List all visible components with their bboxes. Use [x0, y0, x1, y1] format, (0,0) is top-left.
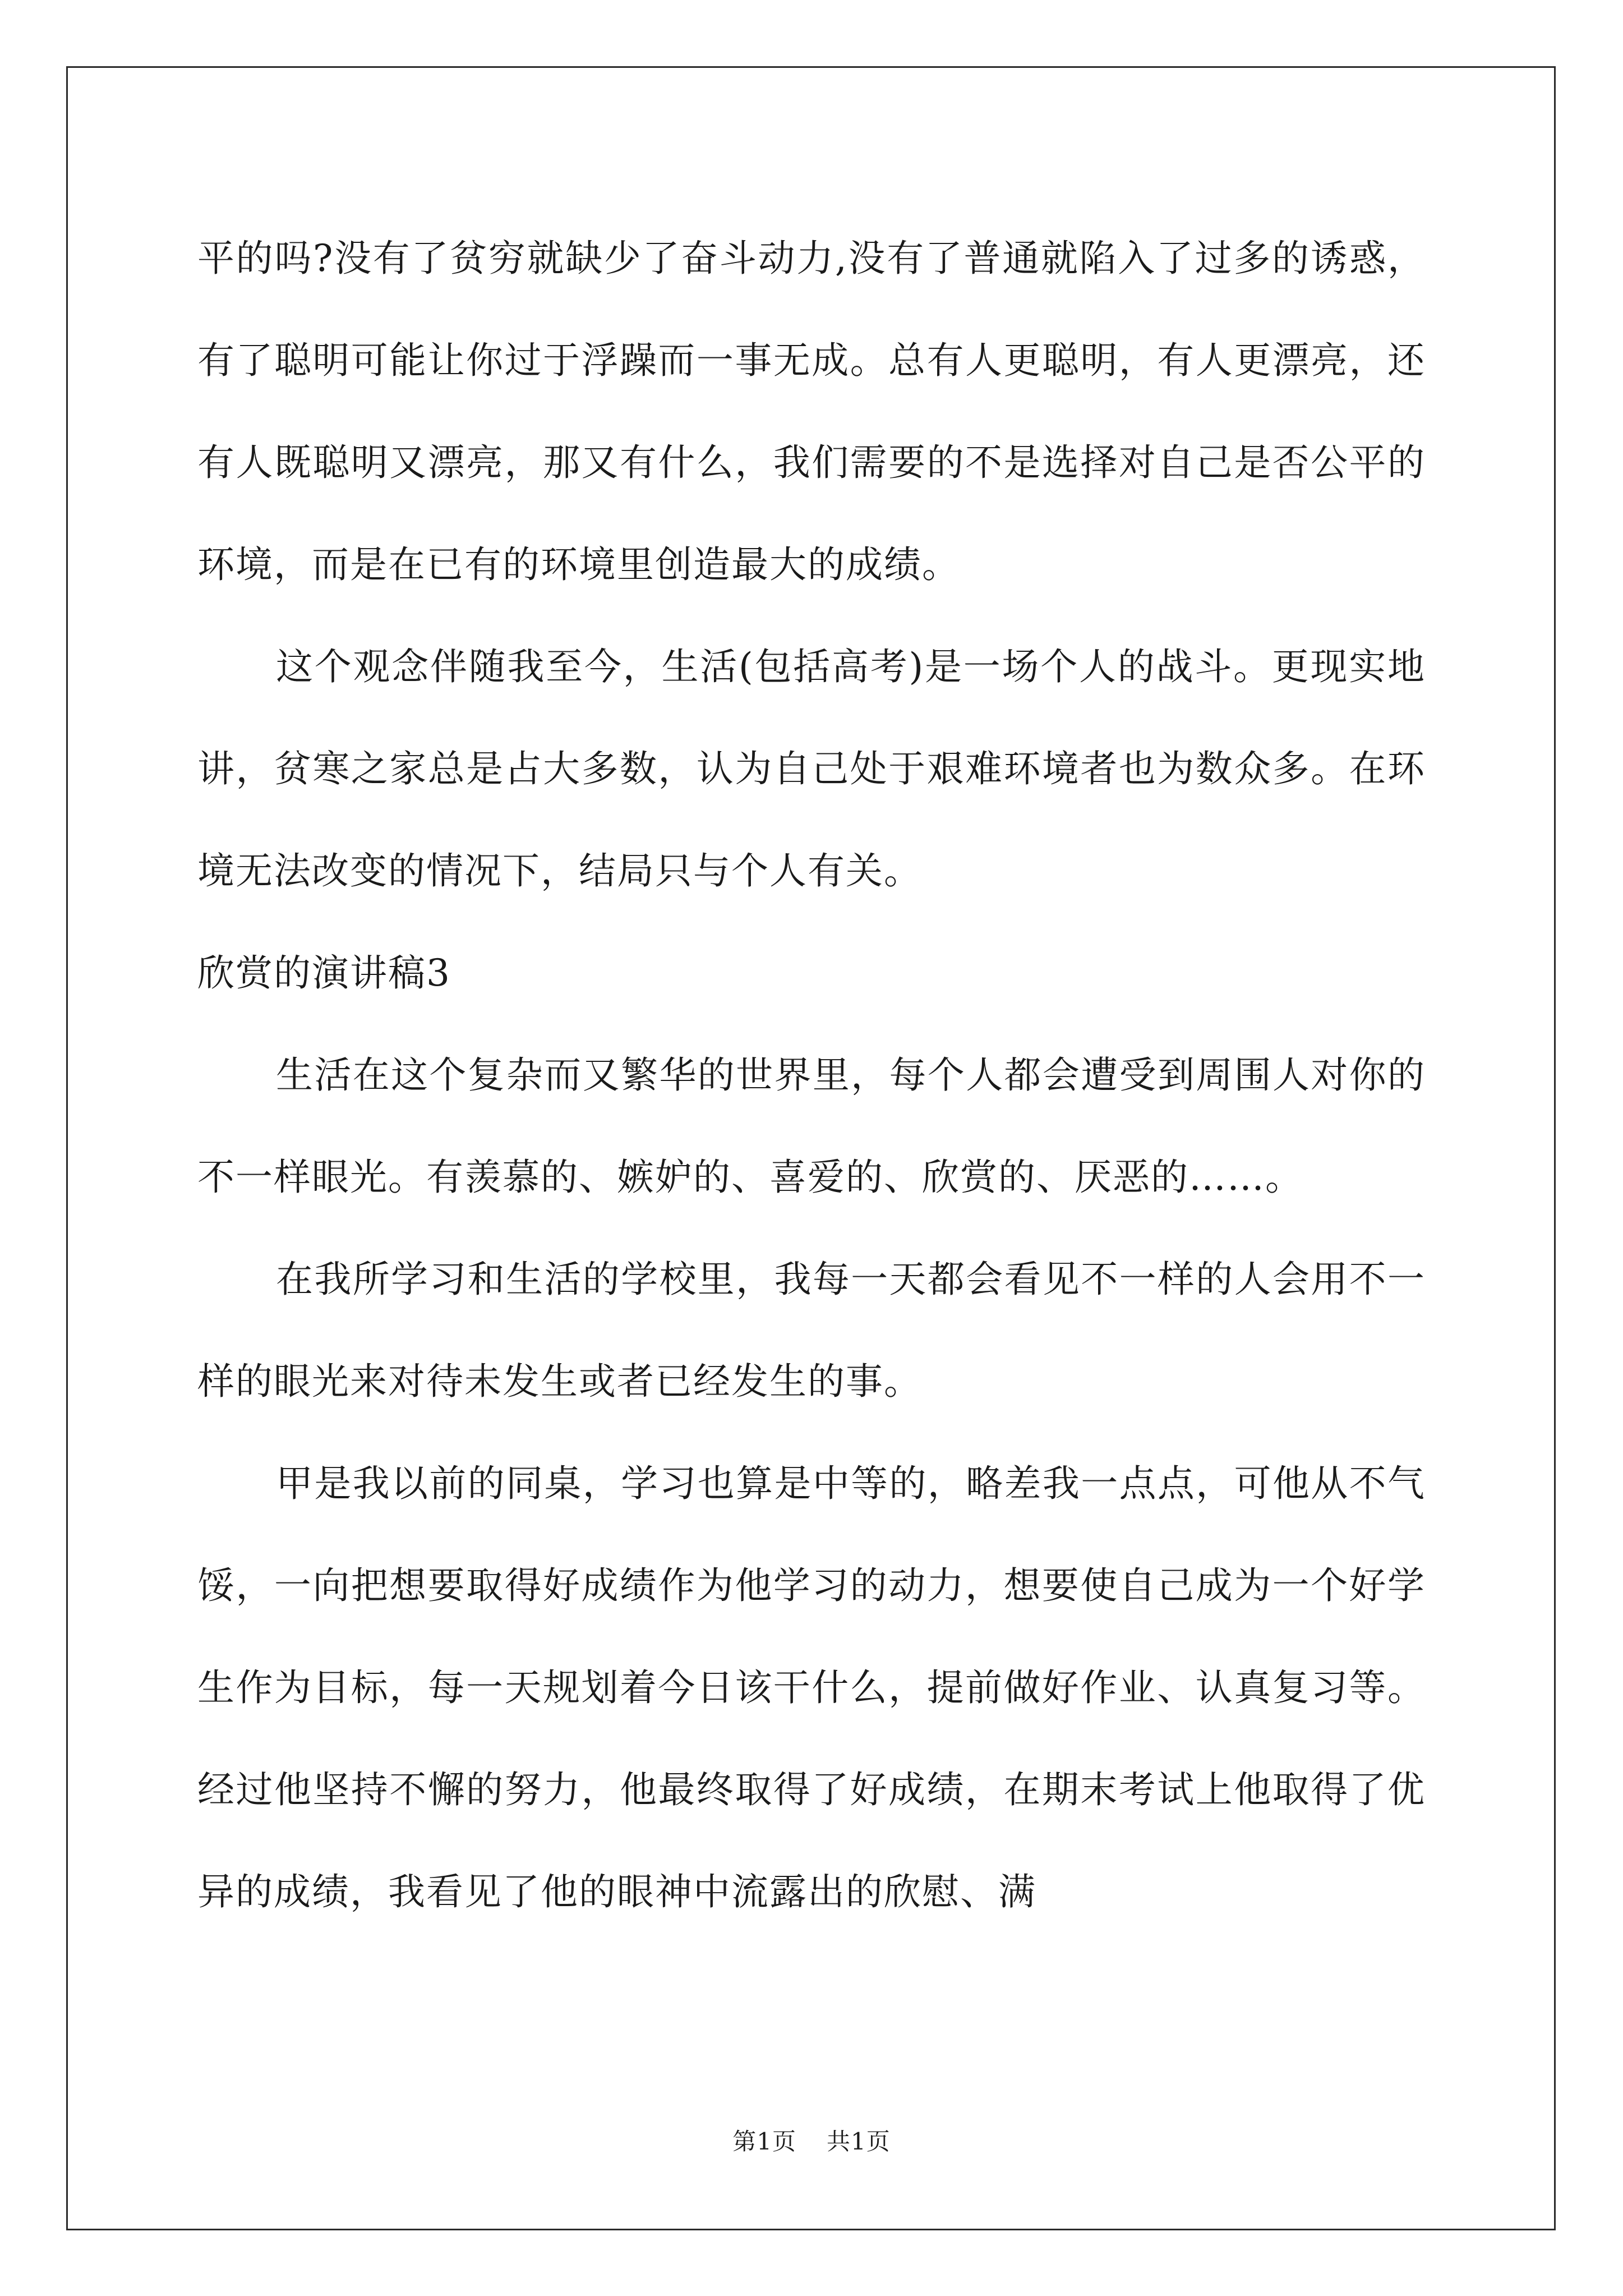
paragraph-3: 生活在这个复杂而又繁华的世界里，每个人都会遭受到周围人对你的不一样眼光。有羡慕的、嫉妒的、喜爱的、欣赏的、厌恶的……。: [197, 1053, 1426, 1199]
paragraph-1: 平的吗?没有了贫穷就缺少了奋斗动力,没有了普通就陷入了过多的诱惑，有了聪明可能让你过于浮躁而一事无成。总有人更聪明，有人更漂亮，还有人既聪明又漂亮，那又有什么，我们需要的不是选择对自己是否公平的环境，而是在已有的环境里创造最大的成绩。: [197, 237, 1426, 586]
paragraph-5: 甲是我以前的同桌，学习也算是中等的，略差我一点点，可他从不气馁，一向把想要取得好成绩作为他学习的动力，想要使自己成为一个好学生作为目标，每一天规划着今日该干什么，提前做好作业、认真复习等。经过他坚持不懈的努力，他最终取得了好成绩，在期末考试上他取得了优异的成绩，我看见了他的眼神中流露出的欣慰、满: [197, 1462, 1426, 1913]
page-number: 第1页: [732, 2128, 796, 2155]
section-heading: 欣赏的演讲稿3: [197, 951, 451, 995]
paragraph-4: 在我所学习和生活的学校里，我每一天都会看见不一样的人会用不一样的眼光来对待未发生或者已经发生的事。: [197, 1258, 1426, 1403]
paragraph-2: 这个观念伴随我至今，生活(包括高考)是一场个人的战斗。更现实地讲，贫寒之家总是占大多数，认为自己处于艰难环境者也为数众多。在环境无法改变的情况下，结局只与个人有关。: [197, 645, 1426, 892]
document-body: [197, 208, 1426, 1943]
page-total: 共1页: [827, 2128, 891, 2155]
page-footer: [0, 2125, 1623, 2159]
